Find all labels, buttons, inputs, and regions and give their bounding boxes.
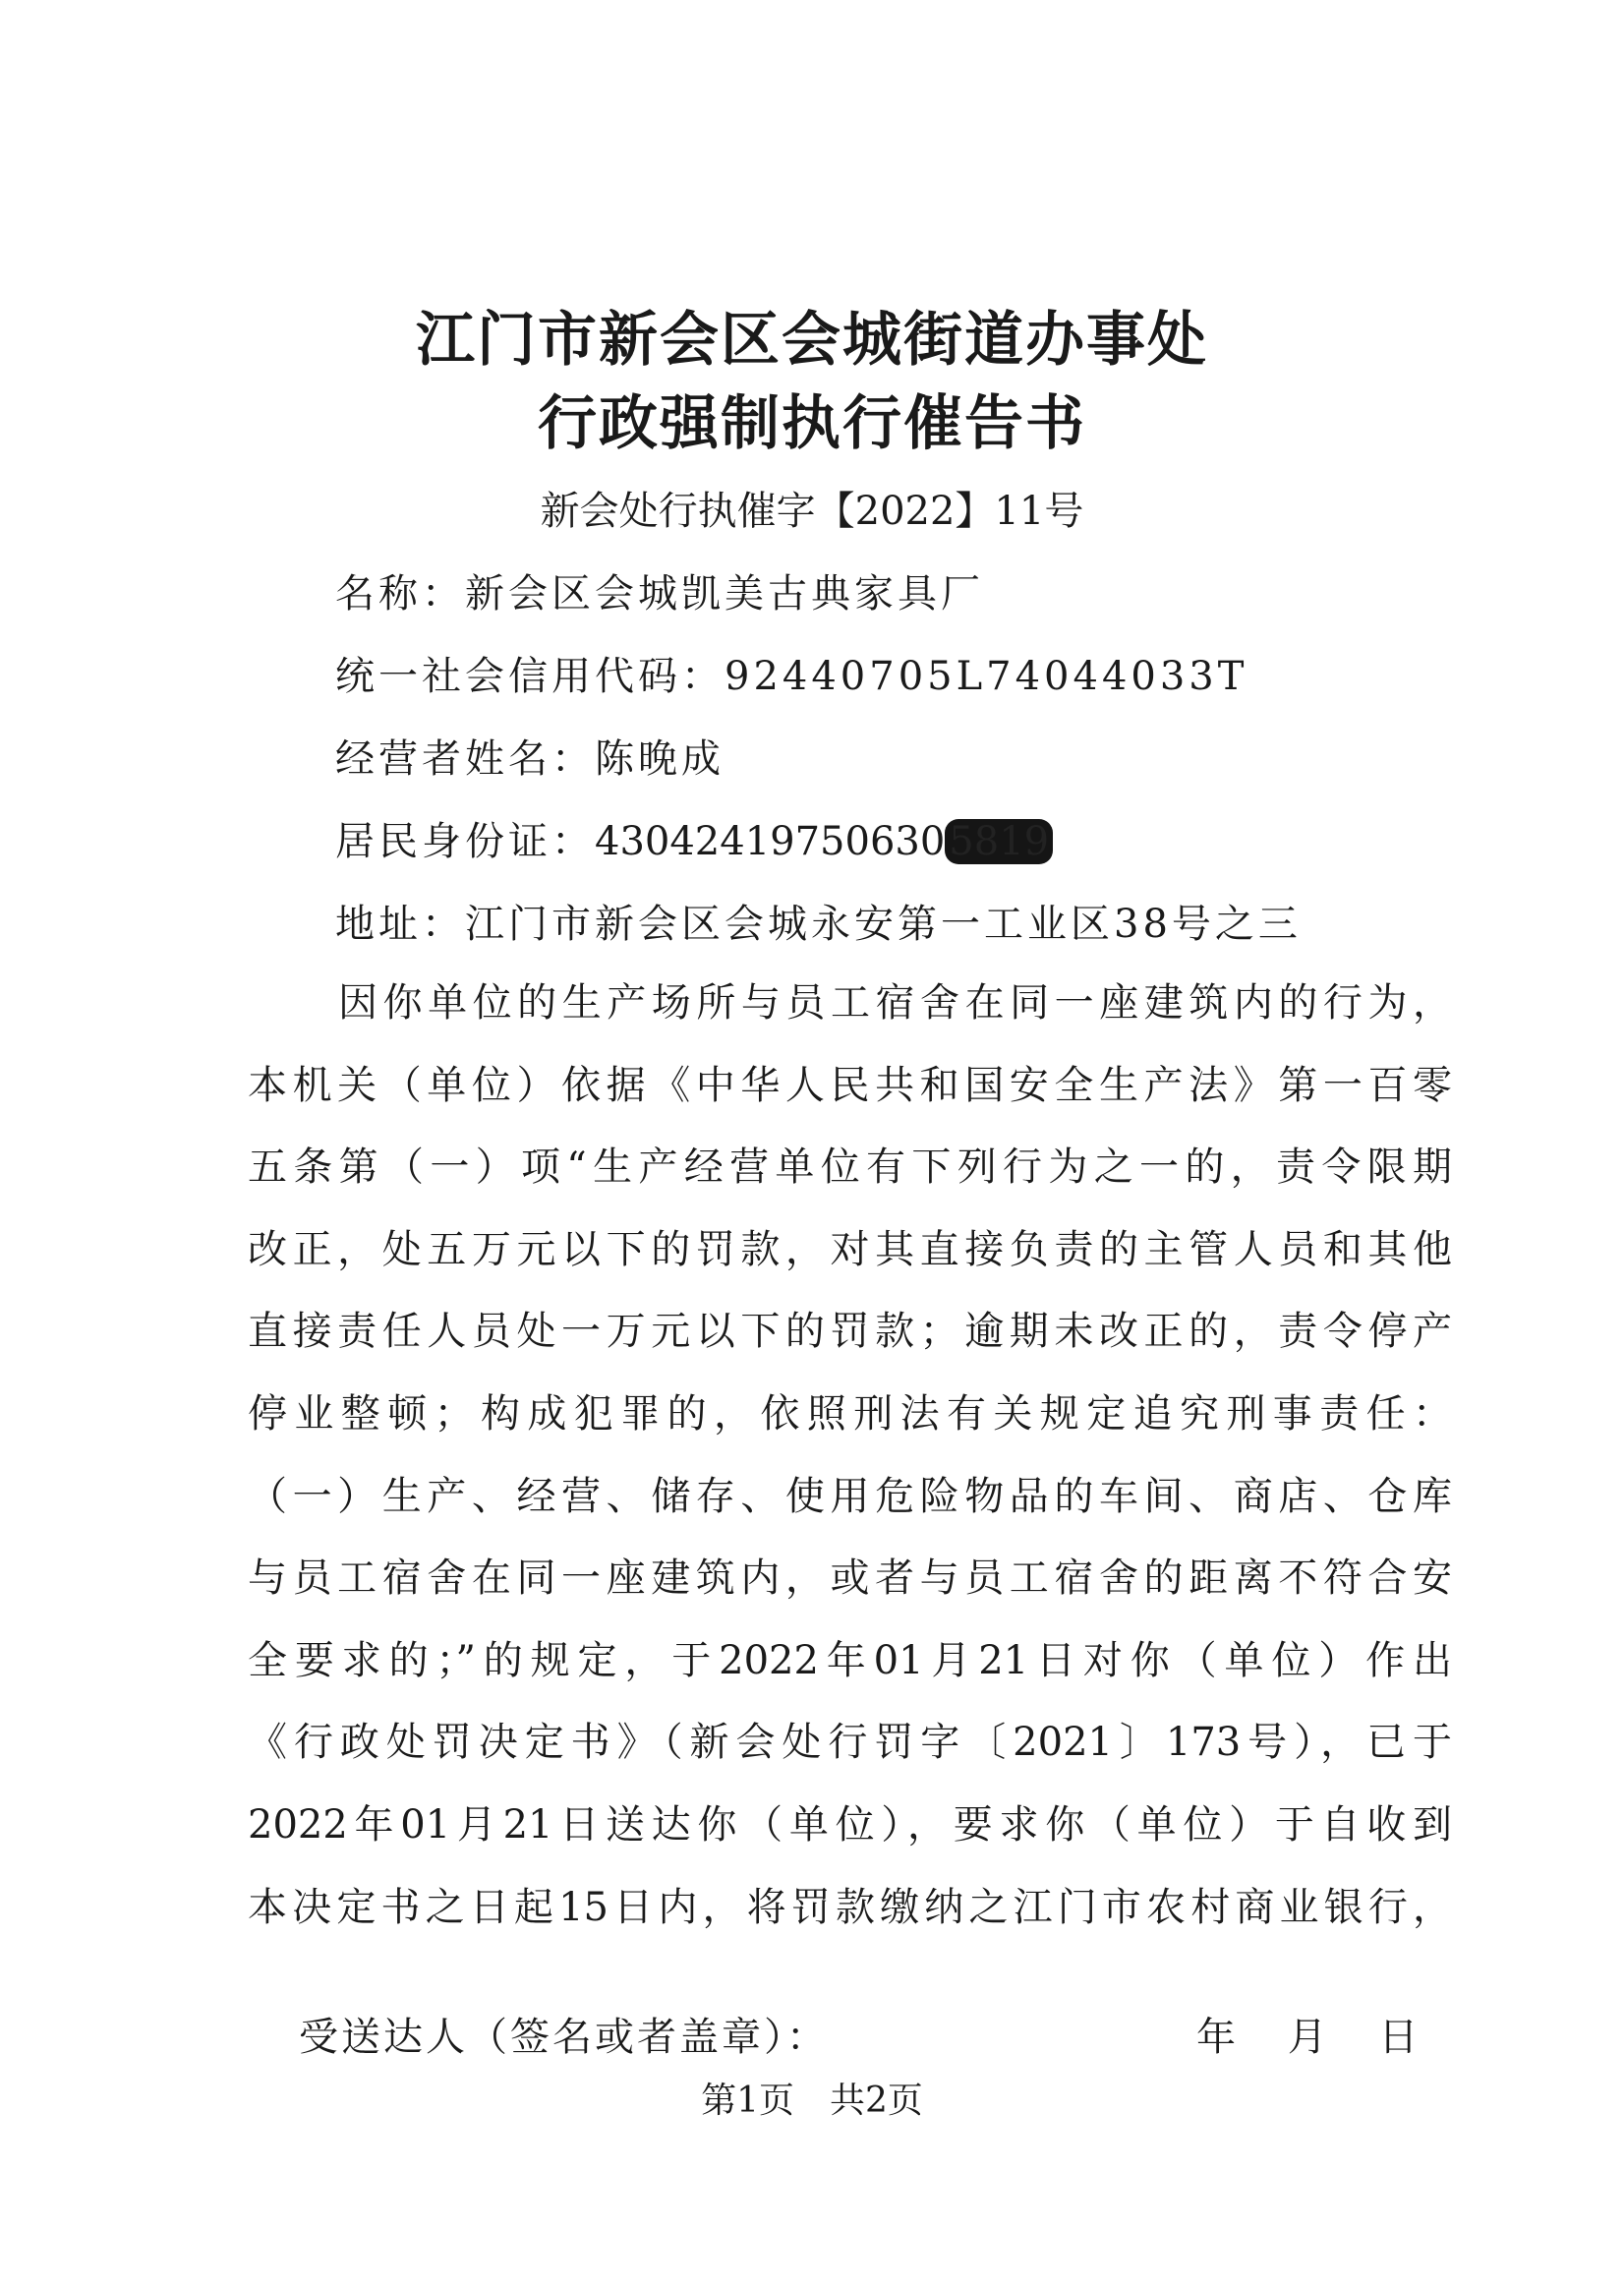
id-number: 43042419750630 — [595, 819, 946, 864]
id-label: 居民身份证： — [335, 819, 595, 864]
document-title-line1: 江门市新会区会城街道办事处 — [416, 306, 1208, 375]
field-credit-code: 统一社会信用代码：92440705L74044033T — [335, 654, 1248, 699]
body-line: 本机关（单位）依据《中华人民共和国安全生产法》第一百零 — [248, 1062, 1452, 1108]
body-line: 改正，处五万元以下的罚款，对其直接负责的主管人员和其他 — [248, 1226, 1452, 1272]
signature-label: 受送达人（签名或者盖章）： — [299, 2015, 829, 2060]
date-label: 年 月 日 — [1196, 2015, 1419, 2060]
document-number: 新会处行执催字【2022】11号 — [540, 489, 1084, 534]
body-line: 2022年01月21日送达你（单位），要求你（单位）于自收到 — [248, 1802, 1452, 1848]
field-id — [335, 810, 1053, 866]
body-line: 与员工宿舍在同一座建筑内，或者与员工宿舍的距离不符合安 — [248, 1555, 1452, 1602]
body-line: 直接责任人员处一万元以下的罚款；逾期未改正的，责令停产 — [248, 1309, 1452, 1355]
body-line: 因你单位的生产场所与员工宿舍在同一座建筑内的行为， — [338, 980, 1452, 1026]
body-line: （一）生产、经营、储存、使用危险物品的车间、商店、仓库 — [248, 1473, 1452, 1519]
body-line: 五条第（一）项“生产经营单位有下列行为之一的，责令限期 — [248, 1144, 1452, 1191]
field-operator: 经营者姓名：陈晚成 — [335, 736, 725, 782]
page-footer: 第1页 共2页 — [701, 2081, 923, 2121]
field-name: 名称：新会区会城凯美古典家具厂 — [335, 571, 984, 616]
redaction-mark: 5819 — [945, 819, 1053, 864]
document-title-line2: 行政强制执行催告书 — [538, 389, 1086, 458]
field-address: 地址：江门市新会区会城永安第一工业区38号之三 — [335, 902, 1302, 947]
body-line: 本决定书之日起15日内，将罚款缴纳之江门市农村商业银行， — [248, 1884, 1452, 1930]
body-line: 全要求的；”的规定，于2022年01月21日对你（单位）作出 — [248, 1637, 1452, 1683]
body-line: 停业整顿；构成犯罪的，依照刑法有关规定追究刑事责任： — [248, 1391, 1452, 1437]
body-line: 《行政处罚决定书》（新会处行罚字〔2021〕173号），已于 — [248, 1720, 1452, 1766]
